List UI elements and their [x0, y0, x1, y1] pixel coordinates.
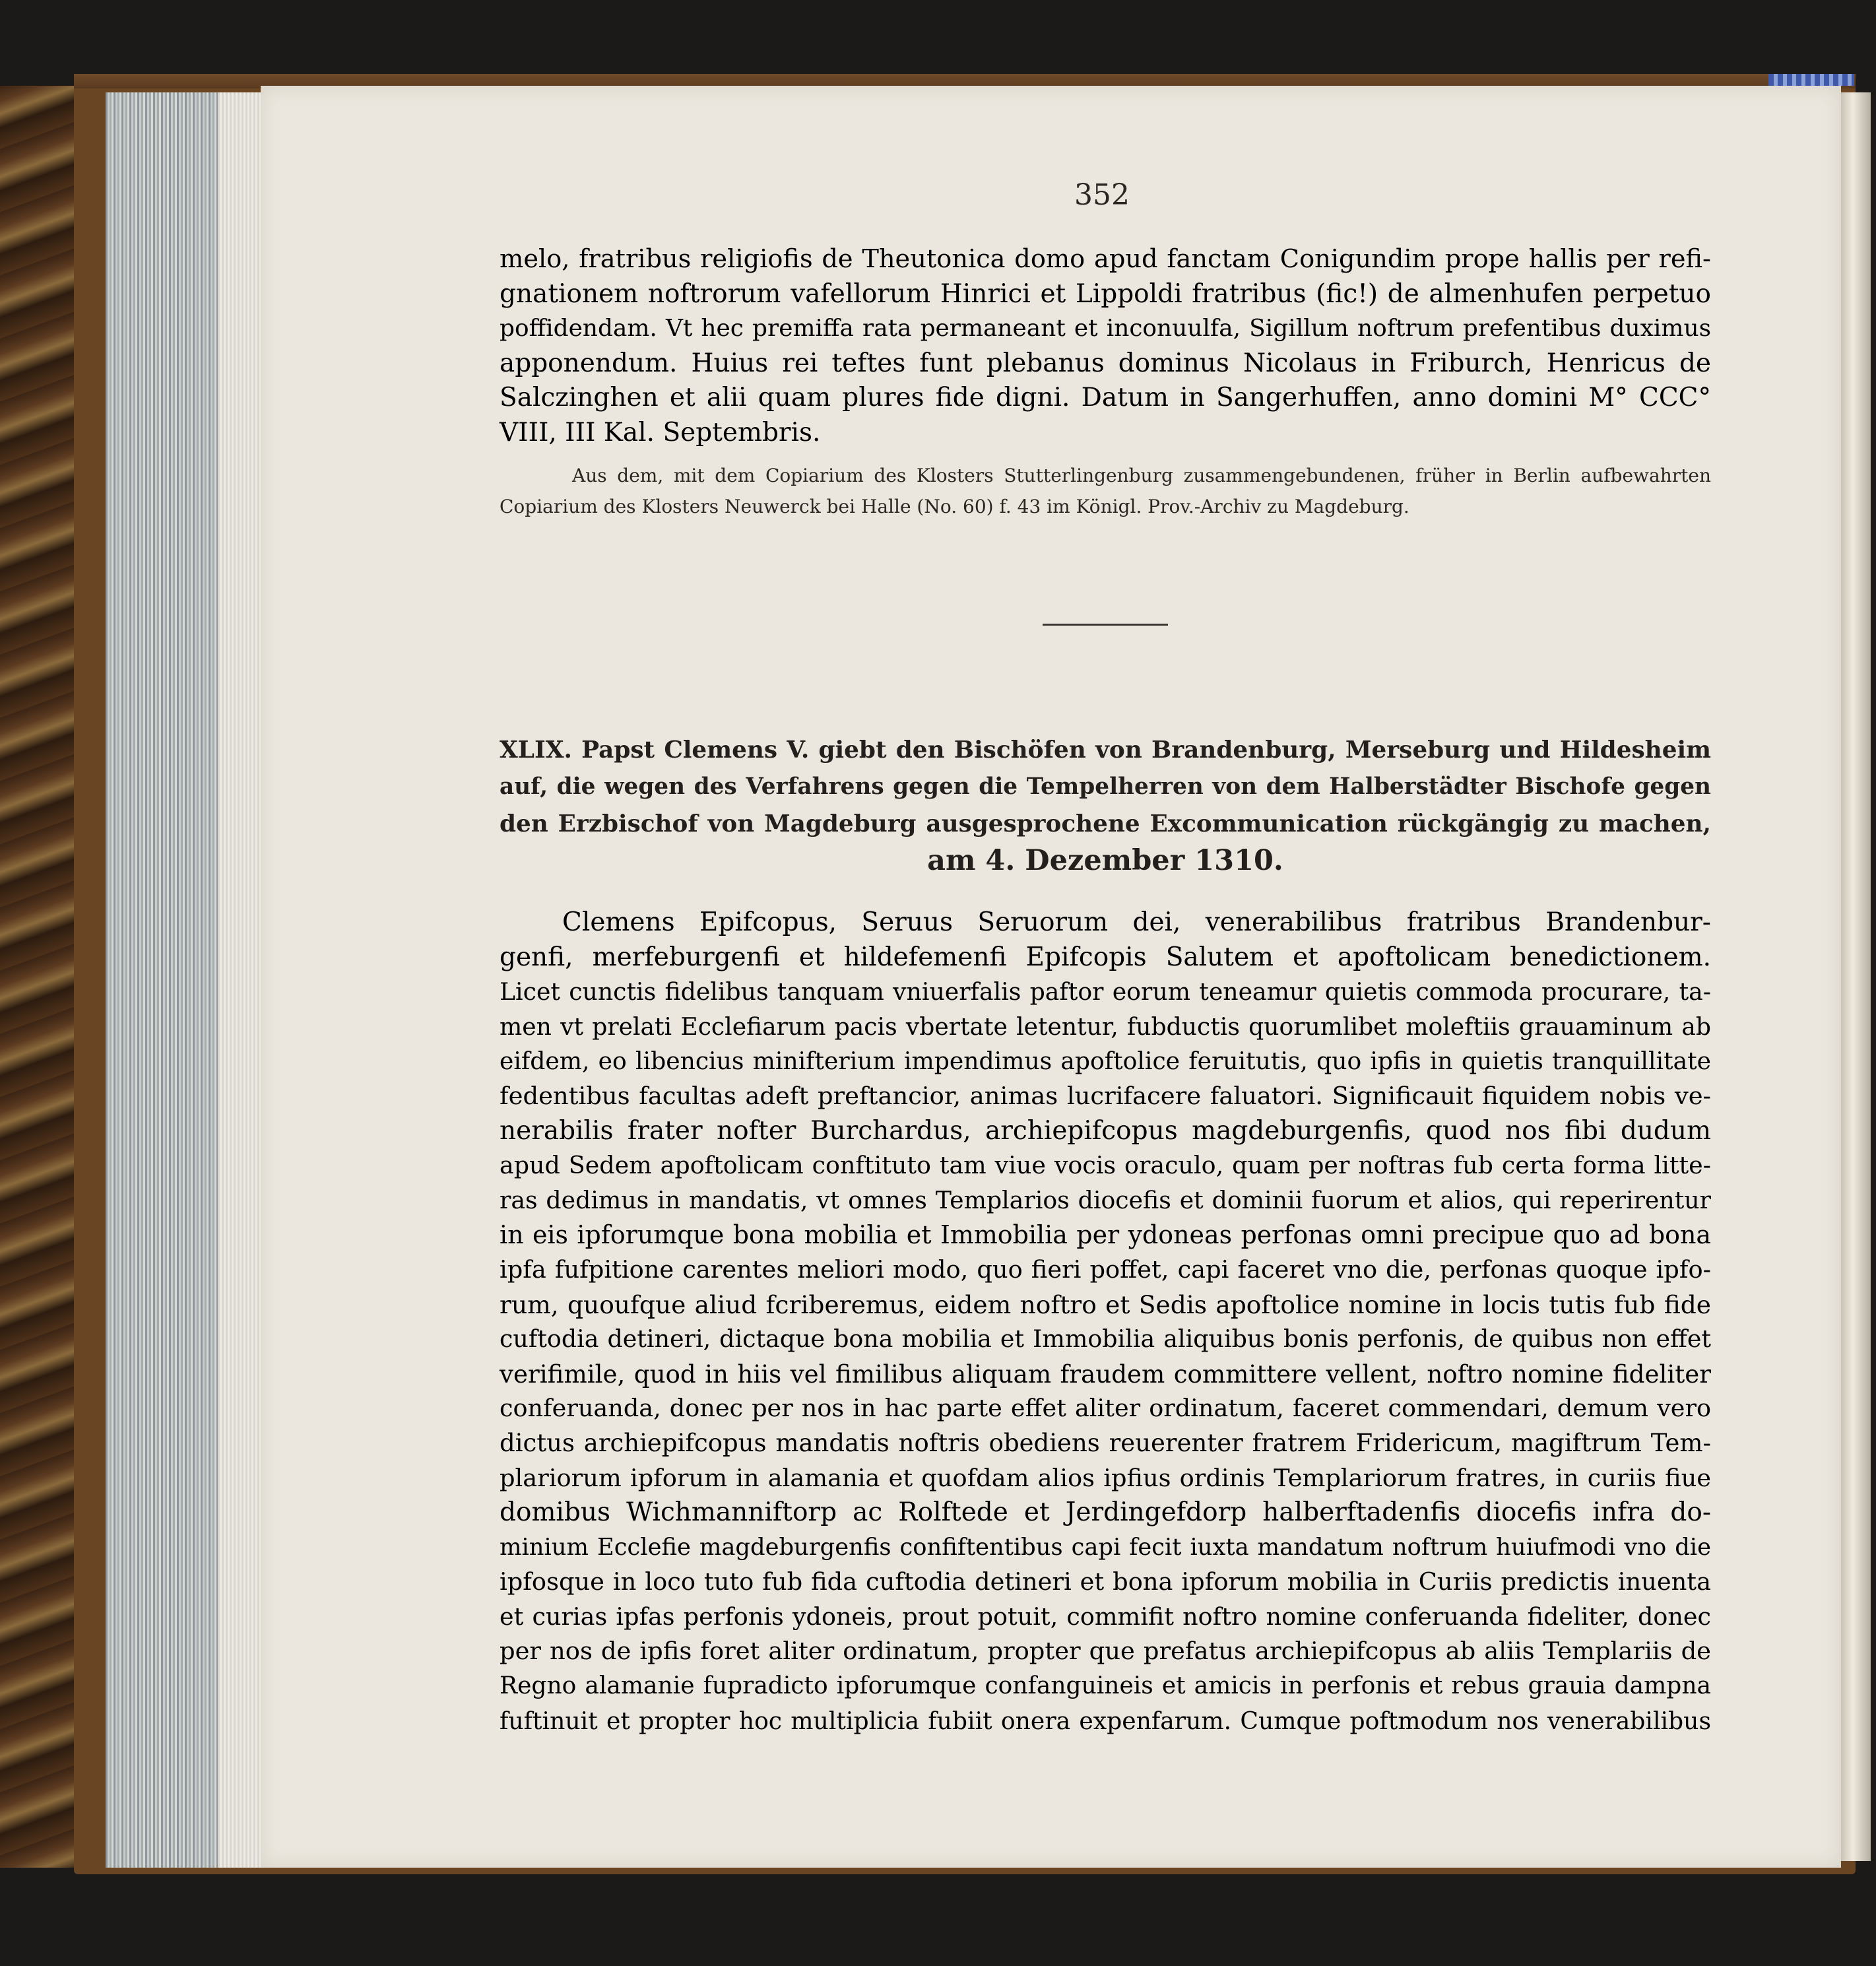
text-line: VIII, III Kal. Septembris.	[500, 417, 821, 447]
text-line: gnationem noftrorum vafellorum Hinrici et Lippoldi fratribus (fic!) de almenhufen perpetuo	[500, 279, 1711, 309]
continued-charter-paragraph	[500, 242, 1711, 451]
text-line: conferuanda, donec per nos in hac parte effet aliter ordinatum, faceret commendari, demum vero	[500, 1394, 1711, 1423]
source-note	[500, 460, 1711, 522]
text-line: poffidendam. Vt hec premiffa rata permaneant et inconuulfa, Sigillum noftrum prefentibus duximus	[500, 315, 1711, 343]
text-line: men vt prelati Ecclefiarum pacis vbertate letentur, fubductis quorumlibet moleftiis grauaminum ab	[500, 1012, 1711, 1041]
text-line: plariorum ipforum in alamania et quofdam alios ipfius ordinis Templariorum fratres, in curiis fiue	[500, 1463, 1711, 1492]
text-line: minium Ecclefie magdeburgenfis confiftentibus capi fecit iuxta mandatum noftrum huiufmodi vno die	[500, 1533, 1711, 1561]
text-line: Regno alamanie fupradicto ipforumque confanguineis et amicis in perfonis et rebus grauia dampna	[500, 1672, 1711, 1700]
heading-line: auf, die wegen des Verfahrens gegen die Tempelherren von dem Halberstädter Bischofe gegen	[500, 773, 1711, 800]
heading-line: den Erzbischof von Magdeburg ausgesprochene Excommunication rückgängig zu machen,	[500, 810, 1711, 837]
source-note-line: Aus dem, mit dem Copiarium des Klosters Stutterlingenburg zusammengebundenen, früher in Berlin aufbewahrten	[572, 465, 1711, 486]
heading-line: XLIX. Papst Clemens V. giebt den Bischöfen von Brandenburg, Merseburg und Hildesheim	[500, 736, 1711, 764]
text-line: eifdem, eo libencius minifterium impendimus apoftolice feruitutis, quo ipfis in quietis tranquillitate	[500, 1047, 1711, 1076]
text-line: ras dedimus in mandatis, vt omnes Templarios diocefis et dominii fuorum et alios, qui reperirentur	[500, 1185, 1711, 1214]
text-line: genfi, merfeburgenfi et hildefemenfi Epifcopis Salutem et apoftolicam benedictionem.	[500, 942, 1711, 972]
text-line: in eis ipforumque bona mobilia et Immobilia per ydoneas perfonas omni precipue quo ad bona	[500, 1220, 1711, 1250]
text-line: dictus archiepifcopus mandatis noftris obediens reuerenter fratrem Fridericum, magiftrum Tem-	[500, 1428, 1711, 1457]
text-line: domibus Wichmanniftorp ac Rolftede et Jerdingefdorp halberftadenfis diocefis infra do-	[500, 1497, 1711, 1528]
text-line: et curias ipfas perfonis ydoneis, prout potuit, commifit noftro nomine conferuanda fideliter, donec	[500, 1602, 1711, 1631]
heading-date-line: am 4. Dezember 1310.	[927, 844, 1283, 877]
text-line: nerabilis frater nofter Burchardus, archiepifcopus magdeburgenfis, quod nos fibi dudum	[500, 1115, 1711, 1146]
page-stack-inner	[218, 92, 264, 1868]
text-line: Licet cunctis fidelibus tanquam vniuerfalis paftor eorum teneamur quietis commoda procurare, ta-	[500, 977, 1711, 1006]
text-line: ipfa fufpitione carentes meliori modo, quo fieri poffet, capi faceret vno die, perfonas quoque ipfo-	[500, 1255, 1711, 1284]
marbled-board-edge	[0, 86, 79, 1868]
text-line: ipfosque in loco tuto fub fida cuftodia detineri et bona ipforum mobilia in Curiis predictis inuenta	[500, 1567, 1711, 1596]
document-heading	[500, 731, 1711, 879]
text-line: Clemens Epifcopus, Seruus Seruorum dei, venerabilibus fratribus Brandenbur-	[562, 907, 1711, 937]
text-line: verifimile, quod in hiis vel fimilibus aliquam fraudem committere vellent, noftro nomine fideliter	[500, 1359, 1711, 1389]
page-number: 352	[1074, 178, 1130, 212]
text-line: fuftinuit et propter hoc multiplicia fubiit onera expenfarum. Cumque poftmodum nos venerabilibus	[500, 1706, 1711, 1735]
text-line: cuftodia detineri, dictaque bona mobilia et Immobilia aliquibus bonis perfonis, de quibus non effet	[500, 1325, 1711, 1354]
text-line: rum, quoufque aliud fcriberemus, eidem noftro et Sedis apoftolice nomine in locis tutis fub fide	[500, 1290, 1711, 1319]
text-line: apponendum. Huius rei teftes funt plebanus dominus Nicolaus in Friburch, Henricus de	[500, 348, 1711, 378]
bookmark-ribbon	[1768, 74, 1854, 86]
text-line: Salczinghen et alii quam plures fide digni. Datum in Sangerhuffen, anno domini M° CCC°	[500, 383, 1711, 413]
text-line: melo, fratribus religiofis de Theutonica domo apud fanctam Conigundim prope hallis per refi-	[500, 244, 1711, 274]
text-line: apud Sedem apoftolicam conftituto tam viue vocis oraculo, quam per noftras fub certa forma litte-	[500, 1151, 1711, 1180]
text-line: per nos de ipfis foret aliter ordinatum, propter que prefatus archiepifcopus ab aliis Templariis de	[500, 1637, 1711, 1666]
charter-body-paragraph	[500, 905, 1711, 1738]
source-note-line: Copiarium des Klosters Neuwerck bei Halle (No. 60) f. 43 im Königl. Prov.-Archiv zu Magdeburg.	[500, 496, 1409, 517]
page-stack-right	[1841, 92, 1871, 1861]
section-separator-rule	[1043, 624, 1168, 626]
text-line: fedentibus facultas adeft preftancior, animas lucrifacere faluatori. Significauit fiquidem nobis ve-	[500, 1081, 1711, 1110]
